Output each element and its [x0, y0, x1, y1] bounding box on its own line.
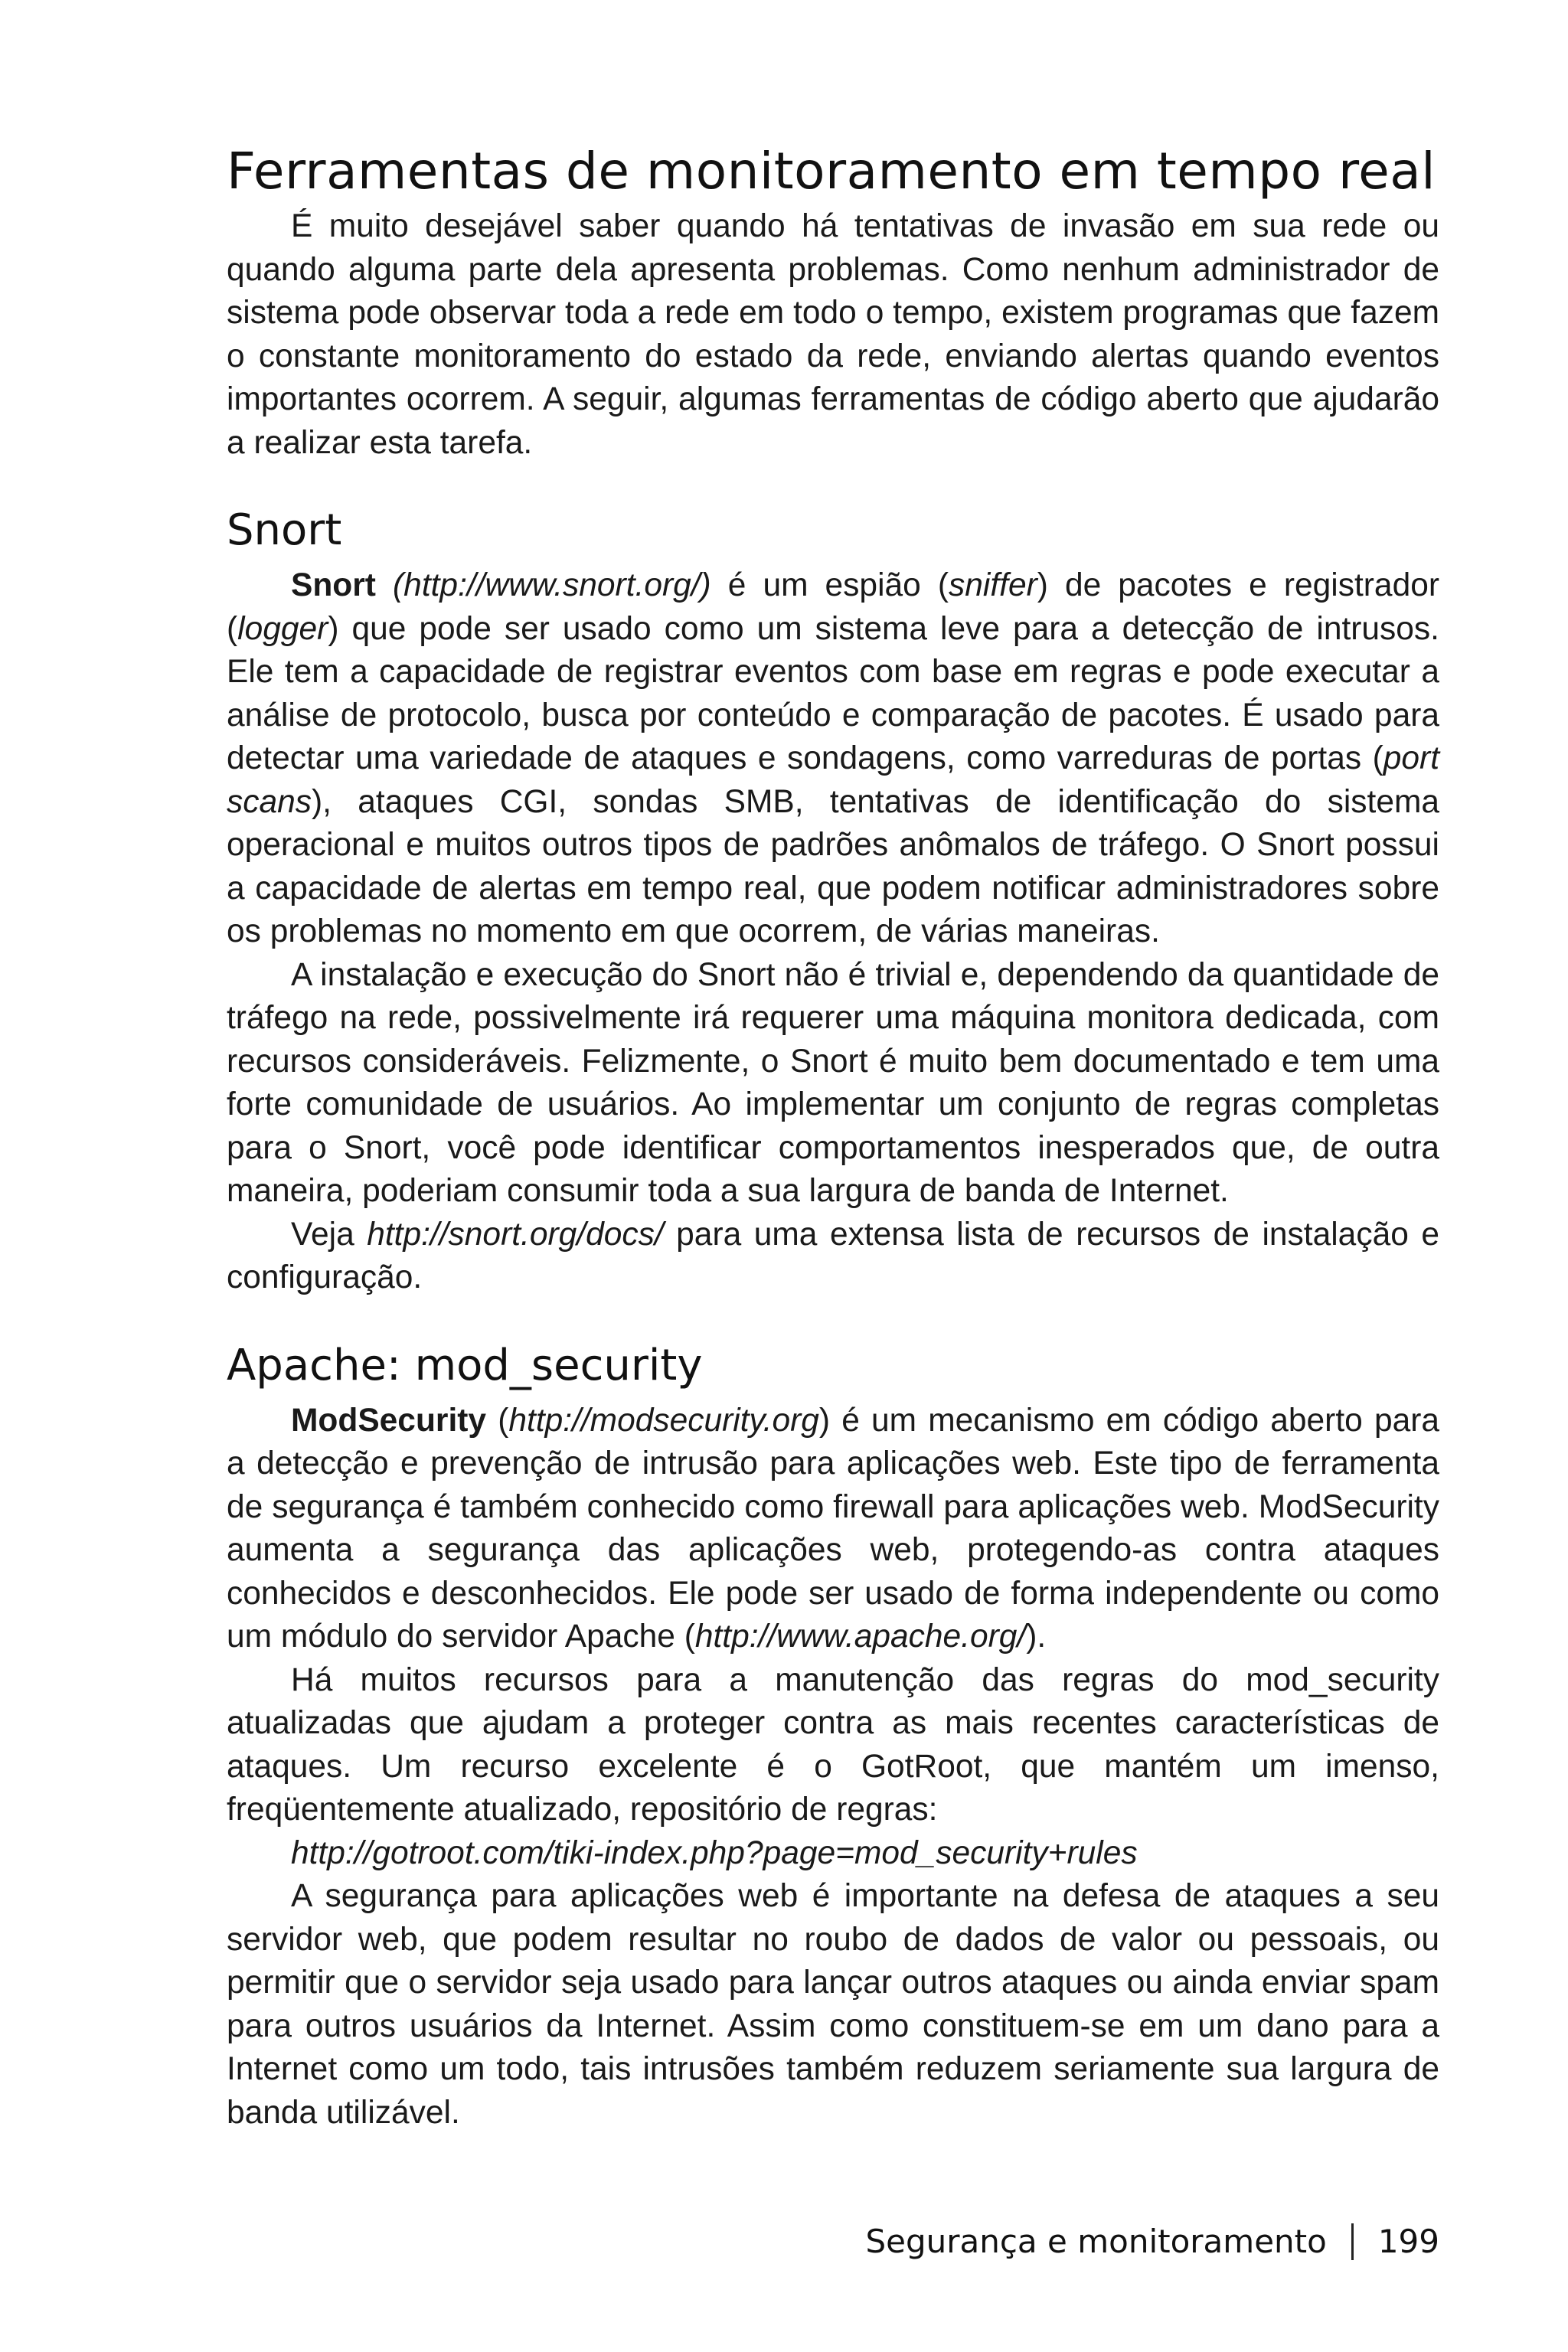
logger-term: logger [237, 610, 328, 647]
snort-docs-text-2: para uma extensa lista de recursos de instalação e configuração. [227, 1216, 1439, 1295]
modsec-text-1: ( [486, 1402, 509, 1439]
snort-paragraph-1 [227, 564, 1439, 954]
apache-url: http://www.apache.org/ [694, 1619, 1027, 1655]
snort-name: Snort [291, 567, 376, 603]
gotroot-rules-url: http://gotroot.com/tiki-index.php?page=mod_security+rules [291, 1834, 1138, 1871]
sniffer-term: sniffer [949, 567, 1037, 603]
modsec-text-2: ) é um mecanismo em código aberto para a detecção e prevenção de intrusão para aplicações web. Este tipo de ferramenta de segurança é também conhecido como firewall para aplicações web. ModSecurity aumenta a segurança das aplicações web, protegendo-as contra ataques conhecidos e desconhecidos. Ele pode ser usado de forma independente ou como um módulo do servidor Apache ( [227, 1402, 1440, 1655]
page-footer [865, 2220, 1439, 2263]
snort-paragraph-2: A instalação e execução do Snort não é trivial e, dependendo da quantidade de tráfego na rede, possivelmente irá requerer uma máquina monitora dedicada, com recursos consideráveis. Felizmente, o Snort é muito bem documentado e tem uma forte comunidade de usuários. Ao implementar um conjunto de regras completas para o Snort, você pode identificar comportamentos inesperados que, de outra maneira, poderiam consumir toda a sua largura de banda de Internet. [227, 956, 1439, 1209]
snort-docs-text-1: Veja [291, 1216, 368, 1253]
snort-text-1: é um espião ( [710, 567, 949, 603]
section-title: Ferramentas de monitoramento em tempo real [227, 142, 1436, 201]
snort-heading: Snort [227, 505, 342, 555]
page-content [227, 138, 1439, 2135]
footer-divider [1351, 2223, 1354, 2260]
page-number: 199 [1377, 2223, 1439, 2260]
modsec-name: ModSecurity [291, 1402, 487, 1439]
port-scans-term: port scans [227, 740, 1439, 820]
modsec-text-3: ). [1026, 1619, 1047, 1655]
snort-paragraph-3 [227, 1214, 1439, 1300]
modsec-heading: Apache: mod_security [227, 1340, 703, 1390]
intro-paragraph: É muito desejável saber quando há tentativas de invasão em sua rede ou quando alguma parte dela apresenta problemas. Como nenhum administrador de sistema pode observar toda a rede em todo o tempo, existem programas que fazem o constante monitoramento do estado da rede, enviando alertas quando eventos importantes ocorrem. A seguir, algumas ferramentas de código aberto que ajudarão a realizar esta tarefa. [227, 208, 1439, 461]
chapter-title: Segurança e monitoramento [865, 2223, 1327, 2260]
snort-text-2: ) de pacotes e registrador ( [227, 567, 1439, 647]
snort-url: (http://www.snort.org/) [393, 567, 711, 603]
modsec-url: http://modsecurity.org [508, 1402, 819, 1439]
snort-text-3: ) que pode ser usado como um sistema leve para a detecção de intrusos. Ele tem a capacidade de registrar eventos com base em regras e pode executar a análise de protocolo, busca por conteúdo e comparação de pacotes. É usado para detectar uma variedade de ataques e sondagens, como varreduras de portas ( [227, 610, 1439, 776]
modsec-paragraph-3: A segurança para aplicações web é importante na defesa de ataques a seu servidor web, que podem resultar no roubo de dados de valor ou pessoais, ou permitir que o servidor seja usado para lançar outros ataques ou ainda enviar spam para outros usuários da Internet. Assim como constituem-se em um dano para a Internet como um todo, tais intrusões também reduzem seriamente sua largura de banda utilizável. [227, 1878, 1439, 2131]
modsec-paragraph-2: Há muitos recursos para a manutenção das regras do mod_security atualizadas que ajudam a proteger contra as mais recentes características de ataques. Um recurso excelente é o GotRoot, que mantém um imenso, freqüentemente atualizado, repositório de regras: [227, 1661, 1439, 1828]
snort-docs-url: http://snort.org/docs/ [367, 1216, 664, 1253]
modsec-paragraph-1 [227, 1400, 1439, 1659]
snort-text-4: ), ataques CGI, sondas SMB, tentativas de identificação do sistema operacional e muitos outros tipos de padrões anômalos de tráfego. O Snort possui a capacidade de alertas em tempo real, que podem notificar administradores sobre os problemas no momento em que ocorrem, de várias maneiras. [227, 783, 1439, 949]
